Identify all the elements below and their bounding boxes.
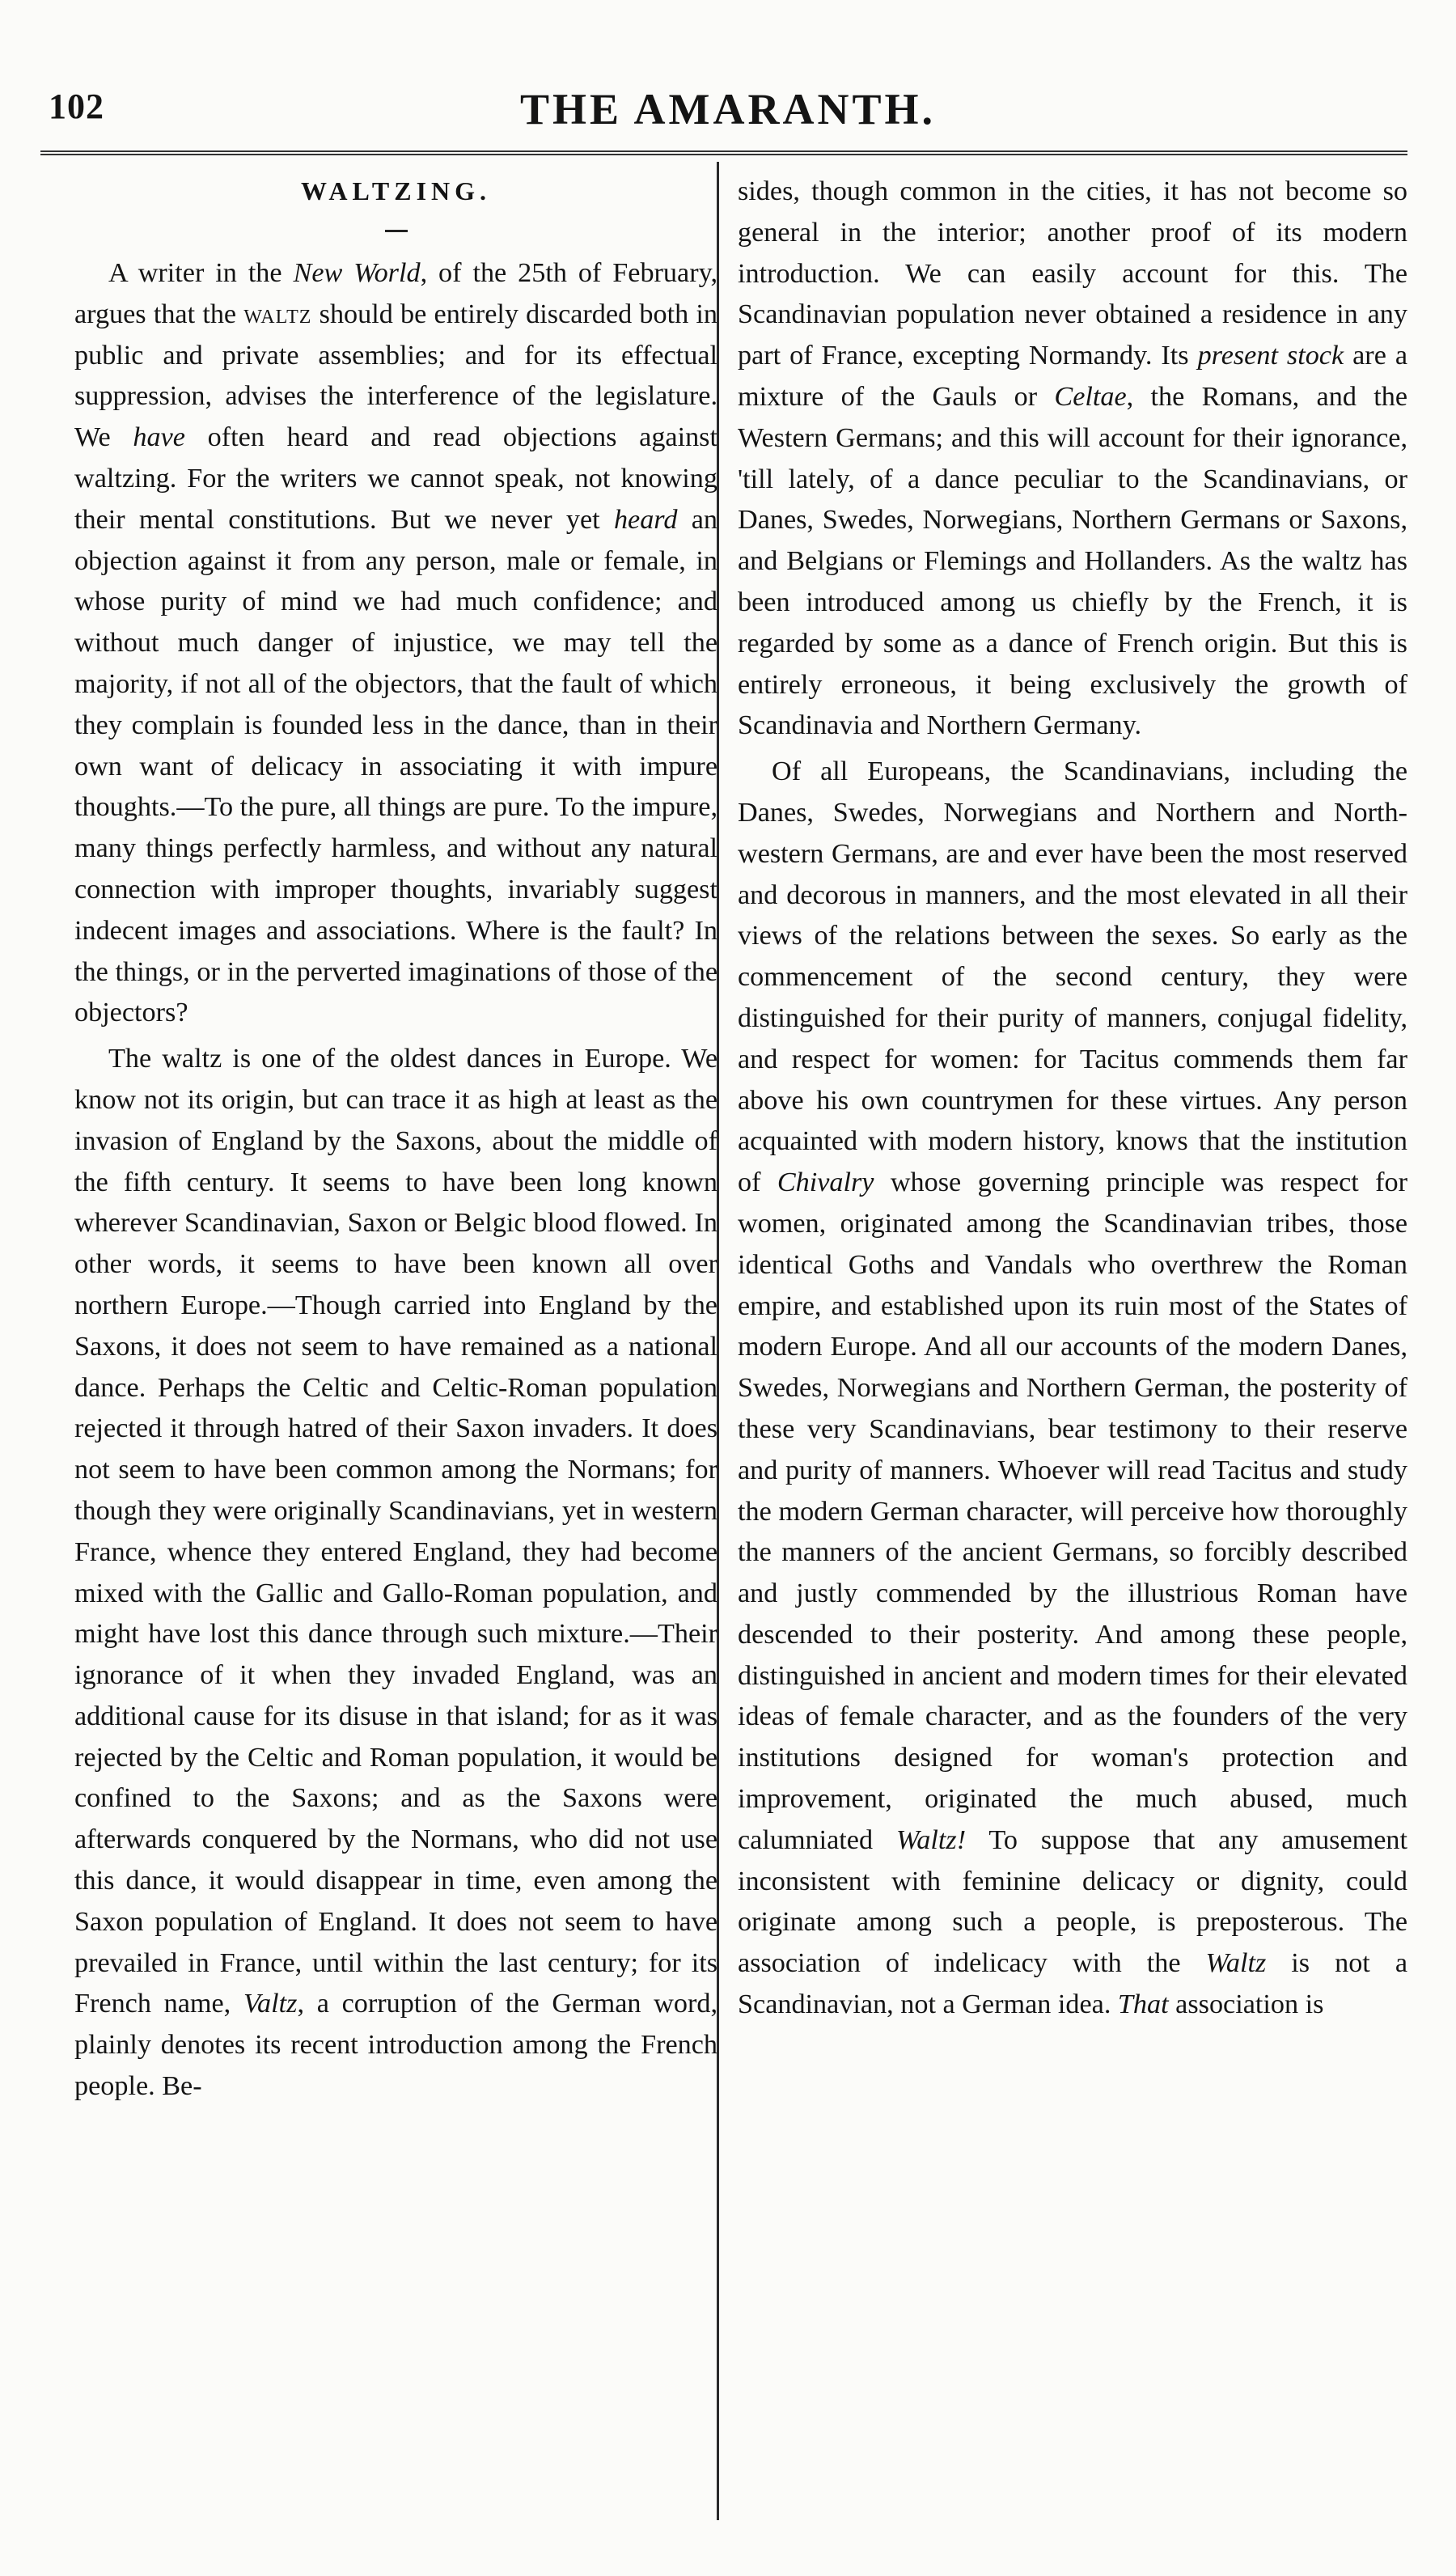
emphasis-valtz: Valtz	[243, 1989, 298, 2019]
small-caps-waltz: waltz	[243, 299, 312, 329]
page-number: 102	[49, 87, 104, 126]
text-run: To suppose that any amusement inconsistent with feminine delicacy or dignity, could originate among such a people, is preposterous. The association of indelicacy with the	[738, 1824, 1407, 1979]
text-run: The waltz is one of the oldest dances in Europe. We know not its origin, but can trace it as high at least as the invasion of England by the Saxons, about the middle of the fifth century. It seems to have been long known wherever Scandinavian, Saxon or Belgic blood flowed. In other words, it seems to have been known all over northern Europe.—Though carried into England by the Saxons, it does not seem to have remained as a national dance. Perhaps the Celtic and Celtic-Roman population rejected it through hatred of their Saxon invaders. It does not seem to have been common among the Normans; for though they were originally Scandinavians, yet in western France, whence they entered England, they had become mixed with the Gallic and Gallo-Roman population, and might have lost this dance through such mixture.—Their ignorance of it when they invaded England, was an additional cause for its disuse in that island; for as it was rejected by the Celtic and Roman population, it would be confined to the Saxons; and as the Saxons were afterwards conquered by the Normans, who did not use this dance, it would disappear in time, even among the Saxon population of England. It does not seem to have prevailed in France, until within the last century; for its French name,	[74, 1044, 717, 2019]
text-run: , the Romans, and the Western Germans; and this will account for their ignorance, 'till lately, of a dance peculiar to the Scandinavians, or Danes, Swedes, Norwegians, Northern Germans or Saxons, and Belgians or Flemings and Hollanders. As the waltz has been introduced among us chiefly by the French, it is regarded by some as a dance of French origin. But this is entirely erroneous, it being exclusively the growth of Scandinavia and Northern Germany.	[738, 381, 1407, 741]
paragraph-1	[74, 253, 717, 1034]
text-run: an objection against it from any person, male or female, in whose purity of mind we had much confidence; and without much danger of injustice, we may tell the majority, if not all of the objectors, that the fault of which they complain is founded less in the dance, than in their own want of delicacy in associating it with impure thoughts.—To the pure, all things are pure. To the impure, many things perfectly harmless, and without any natural connection with improper thoughts, invariably suggest indecent images and associations. Where is the fault? In the things, or in the perverted imaginations of those of the objectors?	[74, 504, 717, 1028]
emphasis-heard: heard	[613, 504, 678, 535]
text-run: should be entirely discarded both in public and private assemblies; and for its effectual suppression, advises the interference of the legislature. We	[74, 299, 717, 453]
text-run: A writer in the	[108, 258, 294, 288]
emphasis-chivalry: Chivalry	[777, 1167, 874, 1198]
emphasis-present-stock: present stock	[1197, 341, 1344, 371]
emphasis-celtae: Celtae	[1054, 381, 1127, 412]
paragraph-3	[738, 752, 1407, 2026]
text-run: association is	[1168, 1989, 1324, 2020]
text-run: Of all Europeans, the Scandinavians, including the Danes, Swedes, Norwegians and Northern and North-western Germans, are and ever have been the most reserved and decorous in manners, and the most elevated in all their views of the relations between the sexes. So early as the commencement of the second century, they were distinguished for their purity of manners, conjugal fidelity, and respect for women: for Tacitus commends them far above his own countrymen for these virtues. Any person acquainted with modern history, knows that the institution of	[738, 756, 1407, 1198]
right-column	[738, 172, 1407, 2026]
text-run: is not a Scandinavian, not a German idea.	[738, 1948, 1407, 2020]
text-run: often heard and read objections against waltzing. For the writers we cannot speak, not knowing their mental constitutions. But we never yet	[74, 422, 717, 535]
text-run: , of the 25th of February, argues that the	[74, 258, 717, 329]
text-run: , a corruption of the German word, plainly denotes its recent introduction among the French people. Be-	[74, 1989, 717, 2102]
left-column	[74, 172, 717, 2108]
emphasis-waltz: Waltz	[1205, 1948, 1267, 1979]
emphasis-that: That	[1117, 1989, 1169, 2020]
heading-dash	[385, 230, 408, 232]
article-heading: WALTZING.	[300, 176, 492, 205]
paragraph-2	[74, 1039, 717, 2108]
magazine-title: THE AMARANTH.	[519, 85, 937, 133]
emphasis-waltz-exclaim: Waltz!	[895, 1824, 967, 1855]
emphasis-new-world: New World	[293, 258, 421, 288]
text-run: are a mixture of the Gauls or	[738, 341, 1407, 412]
emphasis-have: have	[133, 422, 185, 453]
paragraph-2-continued	[738, 172, 1407, 747]
page-header	[49, 81, 1407, 138]
text-run: sides, though common in the cities, it has not become so general in the interior; another proof of its modern introduction. We can easily account for this. The Scandinavian population never obtained a residence in any part of France, excepting Normandy. Its	[738, 176, 1407, 371]
header-rule	[40, 150, 1407, 155]
text-run: whose governing principle was respect for women, originated among the Scandinavian tribes, those identical Goths and Vandals who overthrew the Roman empire, and established upon its ruin most of the States of modern Europe. And all our accounts of the modern Danes, Swedes, Norwegians and Northern German, the posterity of these very Scandinavians, bear testimony to their reserve and purity of manners. Whoever will read Tacitus and study the modern German character, will perceive how thoroughly the manners of the ancient Germans, so forcibly described and justly commended by the illustrious Roman have descended to their posterity. And among these people, distinguished in ancient and modern times for their elevated ideas of female character, and as the founders of the very institutions designed for woman's protection and improvement, originated the much abused, much calumniated	[738, 1167, 1407, 1855]
